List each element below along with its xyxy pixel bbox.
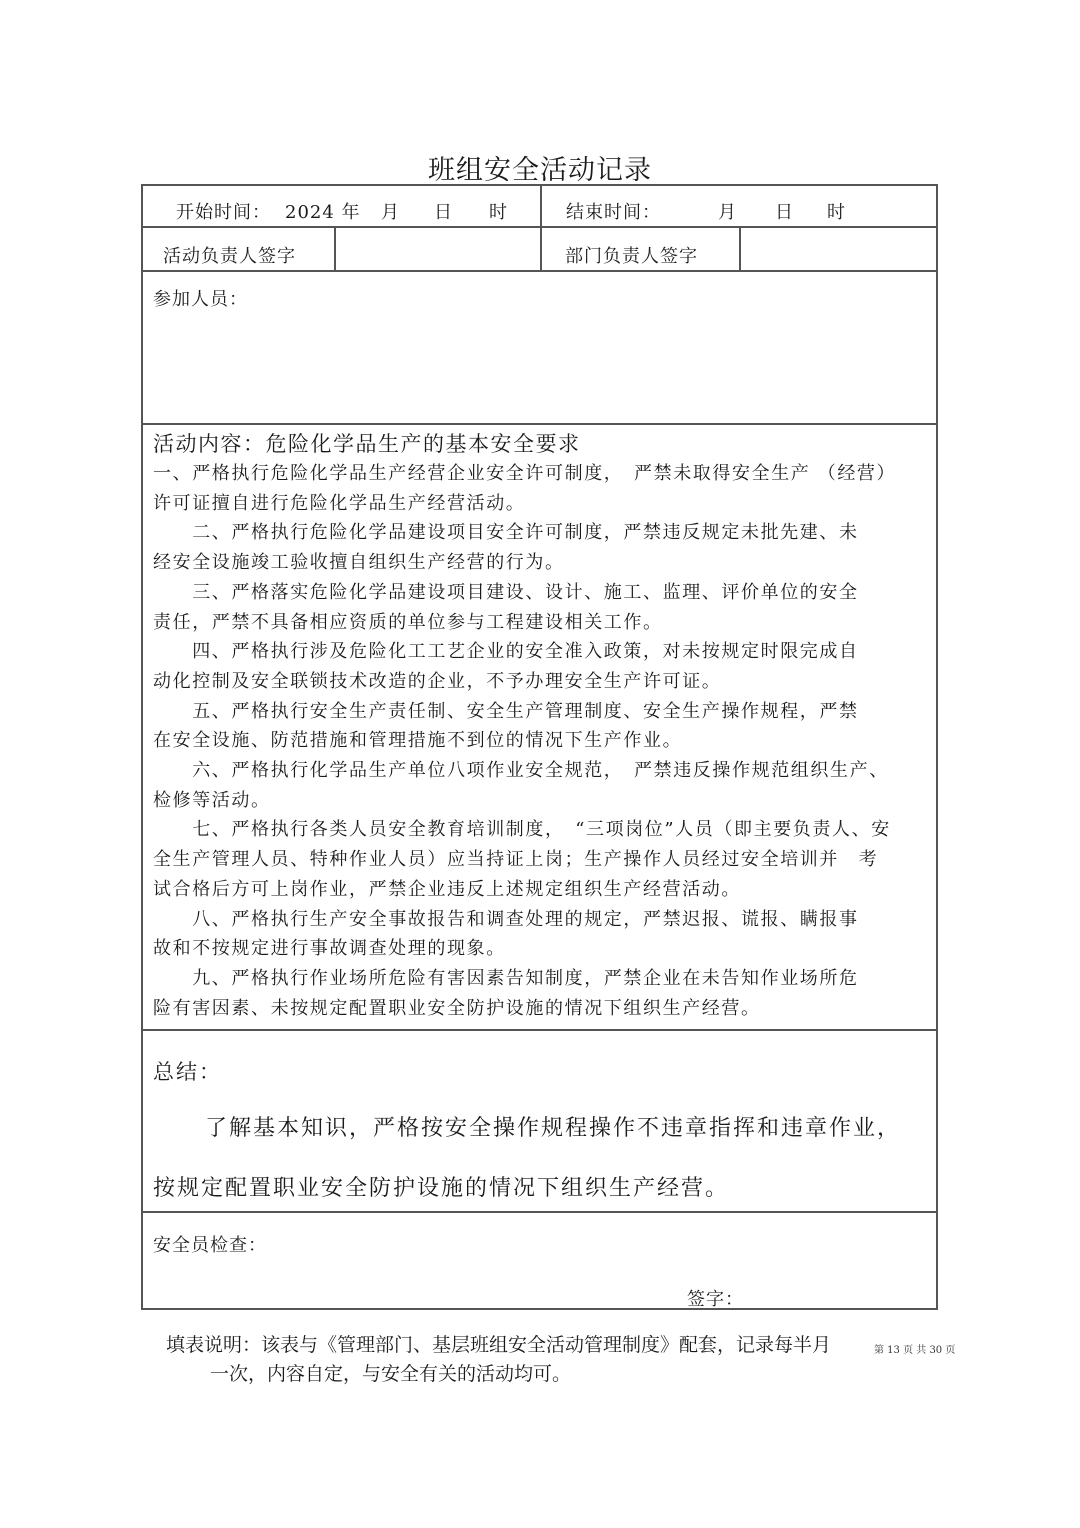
start-day[interactable]: 日: [434, 202, 453, 223]
start-hour[interactable]: 时: [489, 202, 508, 223]
row-divider: [143, 1211, 936, 1213]
activity-record-form: [141, 184, 938, 1310]
activity-content-line: 检修等活动。: [153, 789, 271, 811]
page-number: 第 13 页 共 30 页: [874, 1345, 956, 1356]
start-time-label: 开始时间：: [176, 202, 271, 223]
activity-content-line: 七、严格执行各类人员安全教育培训制度， “三项岗位”人员（即主要负责人、安: [153, 819, 891, 841]
column-divider: [540, 186, 542, 270]
summary-line-1: 了解基本知识，严格按安全操作规程操作不违章指挥和违章作业，: [205, 1116, 902, 1141]
activity-content-line: 三、严格落实危险化学品建设项目建设、设计、施工、监理、评价单位的安全: [153, 581, 859, 603]
document-title: 班组安全活动记录: [428, 155, 652, 186]
row-divider: [143, 270, 936, 272]
dept-leader-sign-label: 部门负责人签字: [565, 246, 698, 267]
row-divider: [143, 423, 936, 425]
end-hour[interactable]: 时: [827, 202, 846, 223]
summary-label: 总结：: [153, 1060, 222, 1084]
end-day[interactable]: 日: [775, 202, 794, 223]
activity-content-line: 许可证擅自进行危险化学品生产经营活动。: [153, 492, 526, 514]
start-year[interactable]: 2024 年: [285, 202, 361, 223]
activity-content-line: 险有害因素、未按规定配置职业安全防护设施的情况下组织生产经营。: [153, 997, 761, 1019]
summary-line-2: 按规定配置职业安全防护设施的情况下组织生产经营。: [153, 1176, 730, 1201]
row-divider: [143, 1029, 936, 1031]
activity-content-line: 八、严格执行生产安全事故报告和调查处理的规定，严禁迟报、谎报、瞒报事: [153, 908, 859, 930]
activity-content-line: 九、严格执行作业场所危险有害因素告知制度，严禁企业在未告知作业场所危: [153, 967, 859, 989]
participants-field[interactable]: [145, 306, 935, 421]
activity-content-line: 试合格后方可上岗作业，严禁企业违反上述规定组织生产经营活动。: [153, 878, 741, 900]
activity-content-line: 动化控制及安全联锁技术改造的企业，不予办理安全生产许可证。: [153, 670, 722, 692]
inspection-sign-field[interactable]: [743, 1278, 923, 1306]
inspection-sign-label: 签字：: [687, 1289, 744, 1310]
activity-content-line: 五、严格执行安全生产责任制、安全生产管理制度、安全生产操作规程，严禁: [153, 700, 859, 722]
participants-label: 参加人员：: [153, 289, 248, 310]
activity-content-line: 全生产管理人员、特种作业人员）应当持证上岗；生产操作人员经过安全培训并 考: [153, 849, 879, 871]
activity-content-title: 活动内容：危险化学品生产的基本安全要求: [153, 432, 581, 456]
activity-content-line: 故和不按规定进行事故调查处理的现象。: [153, 938, 506, 960]
end-month[interactable]: 月: [718, 202, 737, 223]
activity-content-line: 在安全设施、防范措施和管理措施不到位的情况下生产作业。: [153, 730, 683, 752]
filling-note-line-2: 一次，内容自定，与安全有关的活动均可。: [210, 1363, 572, 1385]
activity-content-line: 二、严格执行危险化学品建设项目安全许可制度，严禁违反规定未批先建、未: [153, 522, 859, 544]
activity-content-line: 四、严格执行涉及危险化工工艺企业的安全准入政策，对未按规定时限完成自: [153, 641, 859, 663]
activity-content-line: 责任，严禁不具备相应资质的单位参与工程建设相关工作。: [153, 611, 663, 633]
activity-content-line: 一、严格执行危险化学品生产经营企业安全许可制度， 严禁未取得安全生产 （经营）: [153, 463, 897, 484]
end-time-label: 结束时间：: [566, 202, 661, 223]
filling-note-line-1: 填表说明：该表与《管理部门、基层班组安全活动管理制度》配套，记录每半月: [166, 1334, 832, 1356]
activity-leader-sign-label: 活动负责人签字: [163, 246, 296, 267]
dept-leader-sign-field[interactable]: [741, 228, 936, 269]
start-month[interactable]: 月: [381, 202, 400, 223]
inspection-label: 安全员检查：: [153, 1235, 267, 1256]
activity-content-line: 经安全设施竣工验收擅自组织生产经营的行为。: [153, 552, 565, 574]
activity-content-line: 六、严格执行化学品生产单位八项作业安全规范， 严禁违反操作规范组织生产、: [153, 760, 889, 781]
activity-leader-sign-field[interactable]: [336, 228, 539, 269]
